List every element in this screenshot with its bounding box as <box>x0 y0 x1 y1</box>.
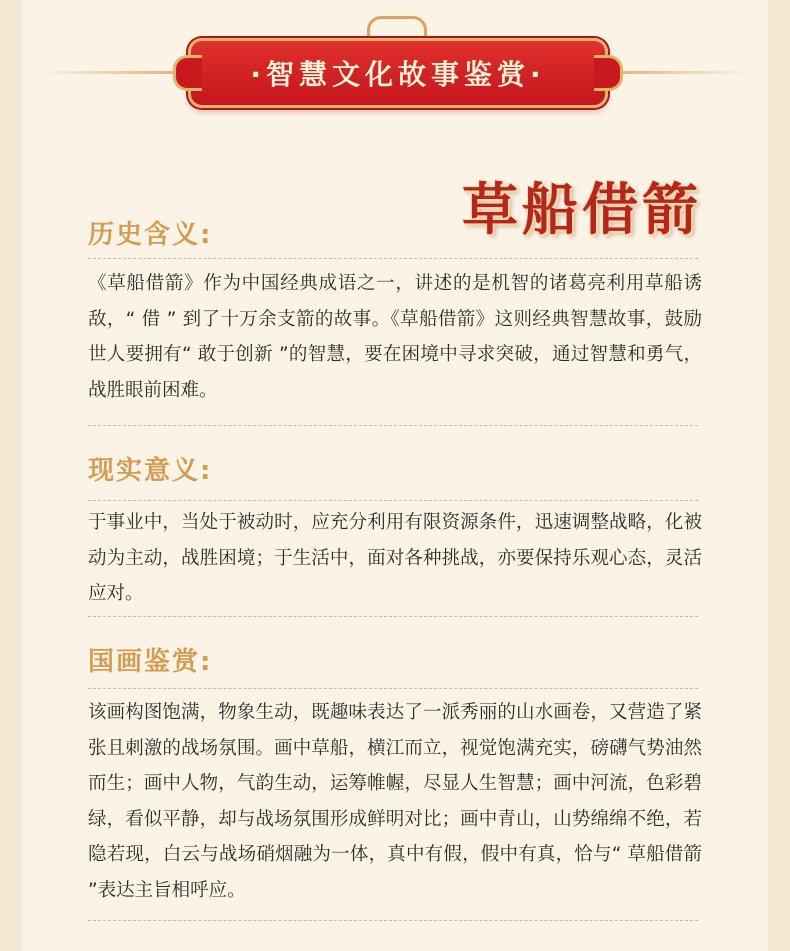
divider <box>88 258 698 259</box>
banner-left-line <box>40 71 195 74</box>
story-title: 草船借箭 <box>462 178 702 243</box>
divider <box>88 500 698 501</box>
section-heading-history: 历史含义: <box>88 220 213 250</box>
section-heading-reality: 现实意义: <box>88 456 213 486</box>
divider <box>88 425 698 426</box>
divider <box>88 688 698 689</box>
section-text-reality: 于事业中，当处于被动时，应充分利用有限资源条件，迅速调整战略，化被动为主动，战胜困境；于生活中，面对各种挑战，亦要保持乐观心态，灵活应对。 <box>88 512 702 604</box>
divider <box>88 616 698 617</box>
section-text-painting: 该画构图饱满，物象生动，既趣味表达了一派秀丽的山水画卷，又营造了紧张且刺激的战场氛围。画中草船，横江而立，视觉饱满充实，磅礴气势油然而生；画中人物，气韵生动，运筹帷幄，尽显人生智慧；画中河流，色彩碧绿，看似平静，却与战场氛围形成鲜明对比；画中青山，山势绵绵不绝，若隐若现，白云与战场硝烟融为一体，真中有假，假中有真，恰与“ 草船借箭 ”表达主旨相呼应。 <box>88 702 702 901</box>
header-banner <box>188 38 608 108</box>
section-text-history: 《草船借箭》作为中国经典成语之一，讲述的是机智的诸葛亮利用草船诱敌，“ 借 ” 到了十万余支箭的故事。《草船借箭》这则经典智慧故事，鼓励世人要拥有“ 敢于创新 ”的智慧，要在困境中寻求突破，通过智慧和勇气，战胜眼前困难。 <box>88 273 702 401</box>
banner-title: ·智慧文化故事鉴赏· <box>250 58 546 91</box>
divider <box>88 920 698 921</box>
section-heading-painting: 国画鉴赏: <box>88 647 213 677</box>
